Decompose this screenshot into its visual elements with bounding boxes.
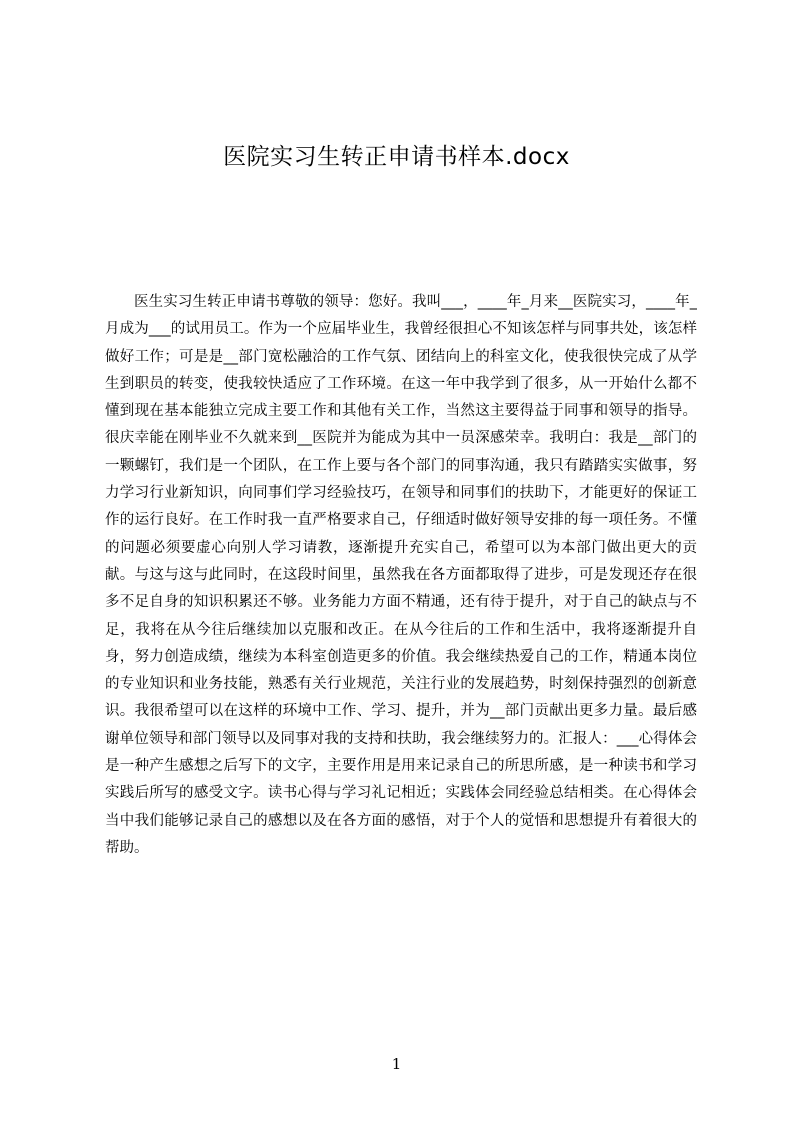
- document-body-paragraph: 医生实习生转正申请书尊敬的领导：您好。我叫___，____年_月来__医院实习，____年_月成为___的试用员工。作为一个应届毕业生，我曾经很担心不知该怎样与同事共处，该怎样做好工作；可是是__部门宽松融洽的工作气氛、团结向上的科室文化，使我很快完成了从学生到职员的转变，使我较快适应了工作环境。在这一年中我学到了很多，从一开始什么都不懂到现在基本能独立完成主要工作和其他有关工作，当然这主要得益于同事和领导的指导。很庆幸能在刚毕业不久就来到__医院并为能成为其中一员深感荣幸。我明白：我是__部门的一颗螺钉，我们是一个团队，在工作上要与各个部门的同事沟通，我只有踏踏实实做事，努力学习行业新知识，向同事们学习经验技巧，在领导和同事们的扶助下，才能更好的保证工作的运行良好。在工作时我一直严格要求自己，仔细适时做好领导安排的每一项任务。不懂的问题必须要虚心向别人学习请教，逐渐提升充实自己，希望可以为本部门做出更大的贡献。与这与这与此同时，在这段时间里，虽然我在各方面都取得了进步，可是发现还存在很多不足自身的知识积累还不够。业务能力方面不精通，还有待于提升，对于自己的缺点与不足，我将在从今往后继续加以克服和改正。在从今往后的工作和生活中，我将逐渐提升自身，努力创造成绩，继续为本科室创造更多的价值。我会继续热爱自己的工作，精通本岗位的专业知识和业务技能，熟悉有关行业规范，关注行业的发展趋势，时刻保持强烈的创新意识。我很希望可以在这样的环境中工作、学习、提升，并为__部门贡献出更多力量。最后感谢单位领导和部门领导以及同事对我的支持和扶助，我会继续努力的。汇报人：___心得体会是一种产生感想之后写下的文字，主要作用是用来记录自己的所思所感，是一种读书和学习实践后所写的感受文字。读书心得与学习礼记相近；实践体会同经验总结相类。在心得体会当中我们能够记录自己的感想以及在各方面的感悟，对于个人的觉悟和思想提升有着很大的帮助。: [105, 294, 697, 856]
- document-title: 医院实习生转正申请书样本.docx: [223, 144, 570, 170]
- page-number: 1: [391, 1055, 402, 1073]
